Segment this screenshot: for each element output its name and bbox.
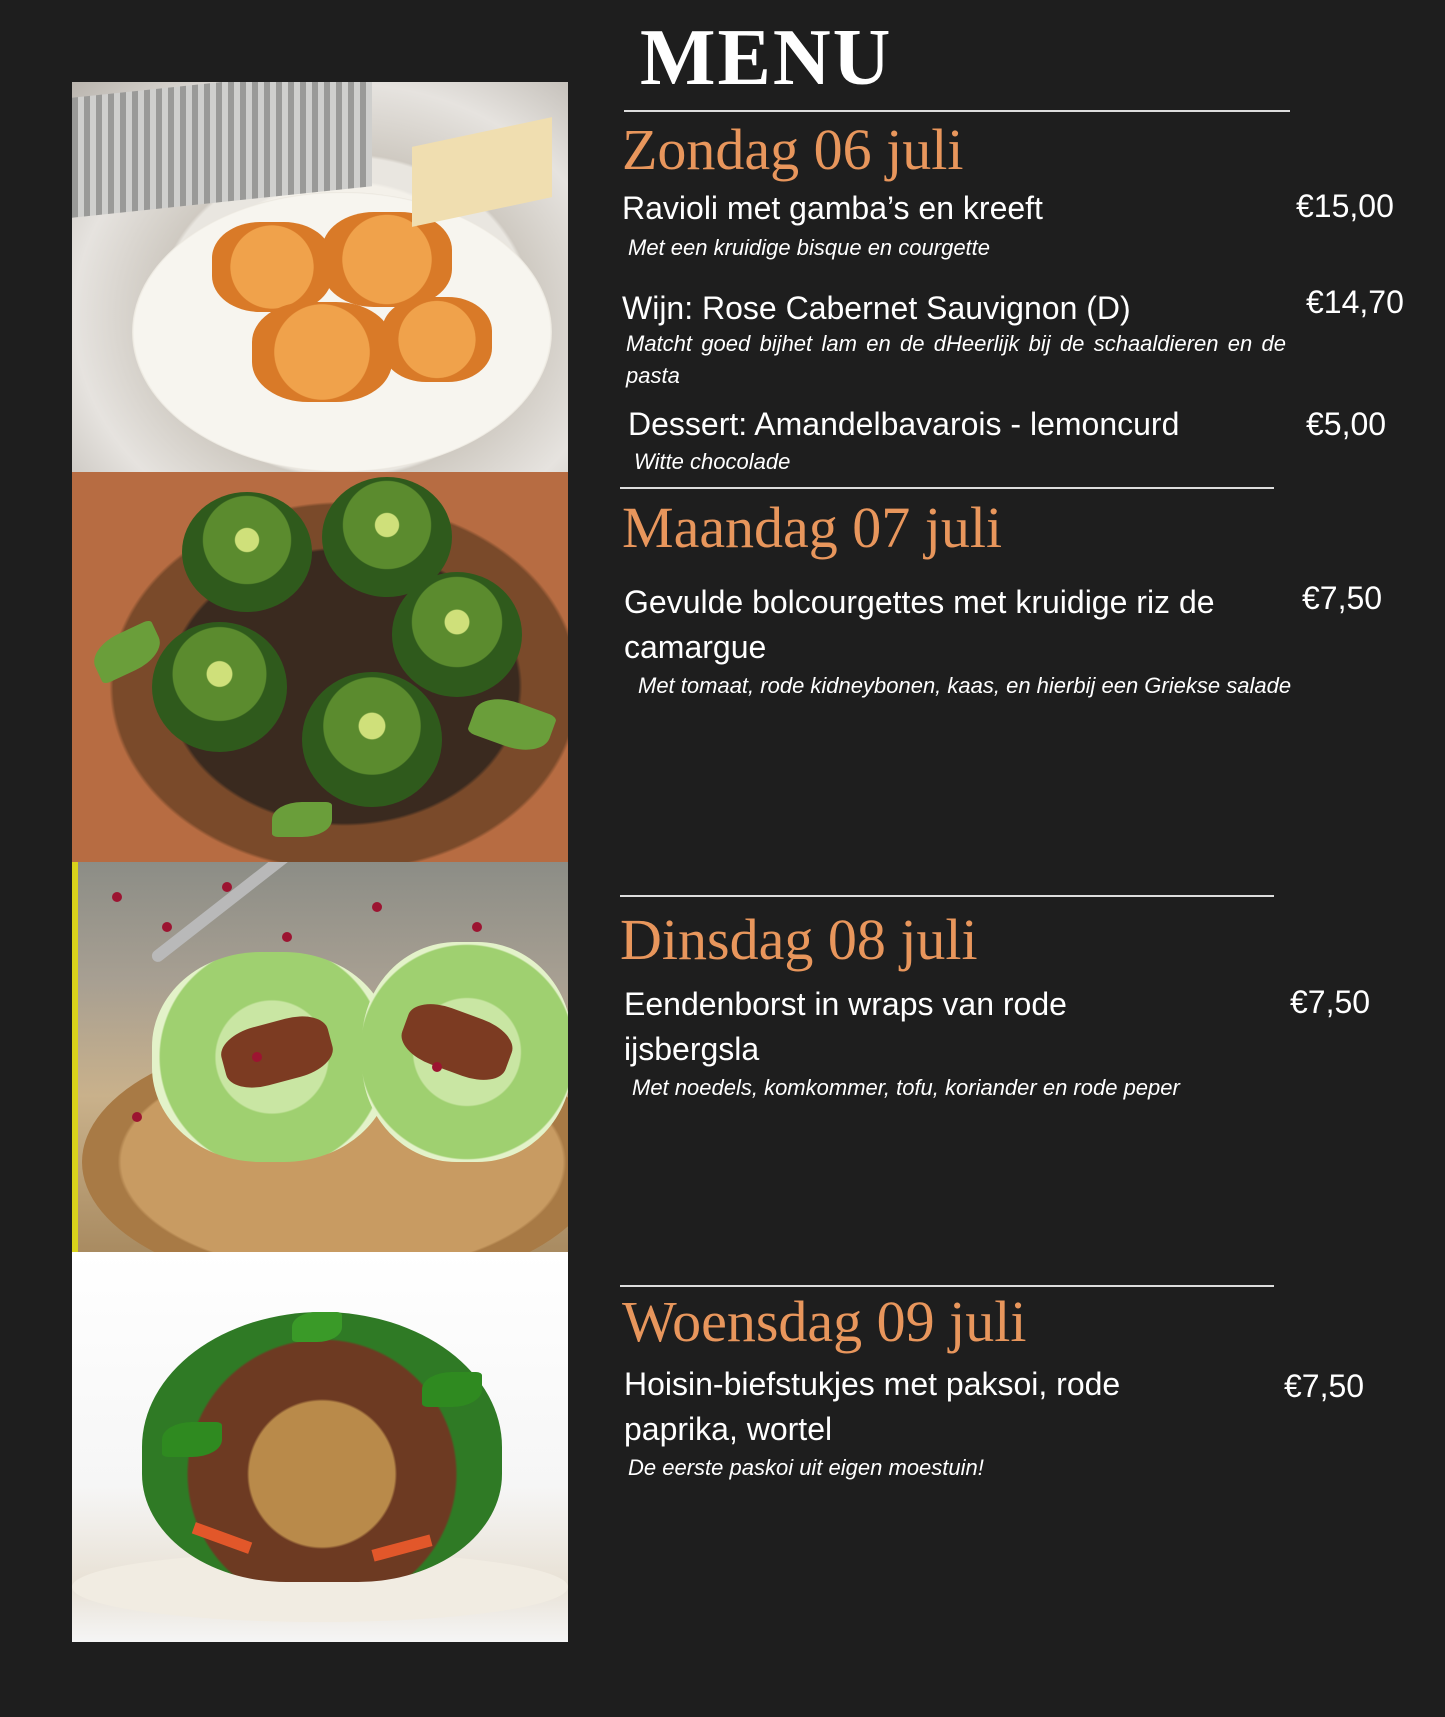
wine-name: Wijn: Rose Cabernet Sauvignon (D): [622, 290, 1131, 326]
day-heading: Zondag 06 juli: [622, 117, 964, 182]
dessert-name: Dessert: Amandelbavarois - lemoncurd: [628, 406, 1180, 442]
divider: [624, 110, 1290, 112]
price: €5,00: [1306, 406, 1387, 442]
dish-name: Eendenborst in wraps van rode ijsbergsla: [624, 986, 1067, 1067]
price: €7,50: [1284, 1368, 1365, 1404]
dish-description: De eerste paskoi uit eigen moestuin!: [628, 1455, 984, 1480]
day-heading: Dinsdag 08 juli: [620, 907, 978, 972]
dish-name: Gevulde bolcourgettes met kruidige riz de camargue: [624, 584, 1215, 665]
dish-name: Hoisin-biefstukjes met paksoi, rode paprika, wortel: [624, 1366, 1121, 1447]
dish-description: Met noedels, komkommer, tofu, koriander en rode peper: [632, 1075, 1180, 1100]
divider: [620, 487, 1274, 489]
price: €14,70: [1306, 284, 1404, 320]
price: €7,50: [1302, 580, 1383, 616]
dish-name: Ravioli met gamba’s en kreeft: [622, 190, 1043, 226]
dessert-description: Witte chocolade: [634, 449, 791, 474]
divider: [620, 895, 1274, 897]
hoisin-noodle-image: [72, 1252, 568, 1642]
price: €15,00: [1296, 188, 1394, 224]
stuffed-courgette-image: [72, 472, 568, 862]
dish-description: Met tomaat, rode kidneybonen, kaas, en hierbij een Griekse salade: [638, 673, 1292, 698]
divider: [620, 1285, 1274, 1287]
day-heading: Woensdag 09 juli: [622, 1289, 1027, 1354]
wine-description: Matcht goed bijhet lam en de dHeerlijk bij de schaaldieren en de pasta: [626, 331, 1286, 388]
ravioli-dish-image: [72, 82, 568, 472]
duck-lettuce-wrap-image: [72, 862, 568, 1252]
day-heading: Maandag 07 juli: [622, 495, 1003, 560]
price: €7,50: [1290, 984, 1371, 1020]
menu-title: MENU: [640, 14, 893, 102]
dish-description: Met een kruidige bisque en courgette: [628, 235, 991, 260]
